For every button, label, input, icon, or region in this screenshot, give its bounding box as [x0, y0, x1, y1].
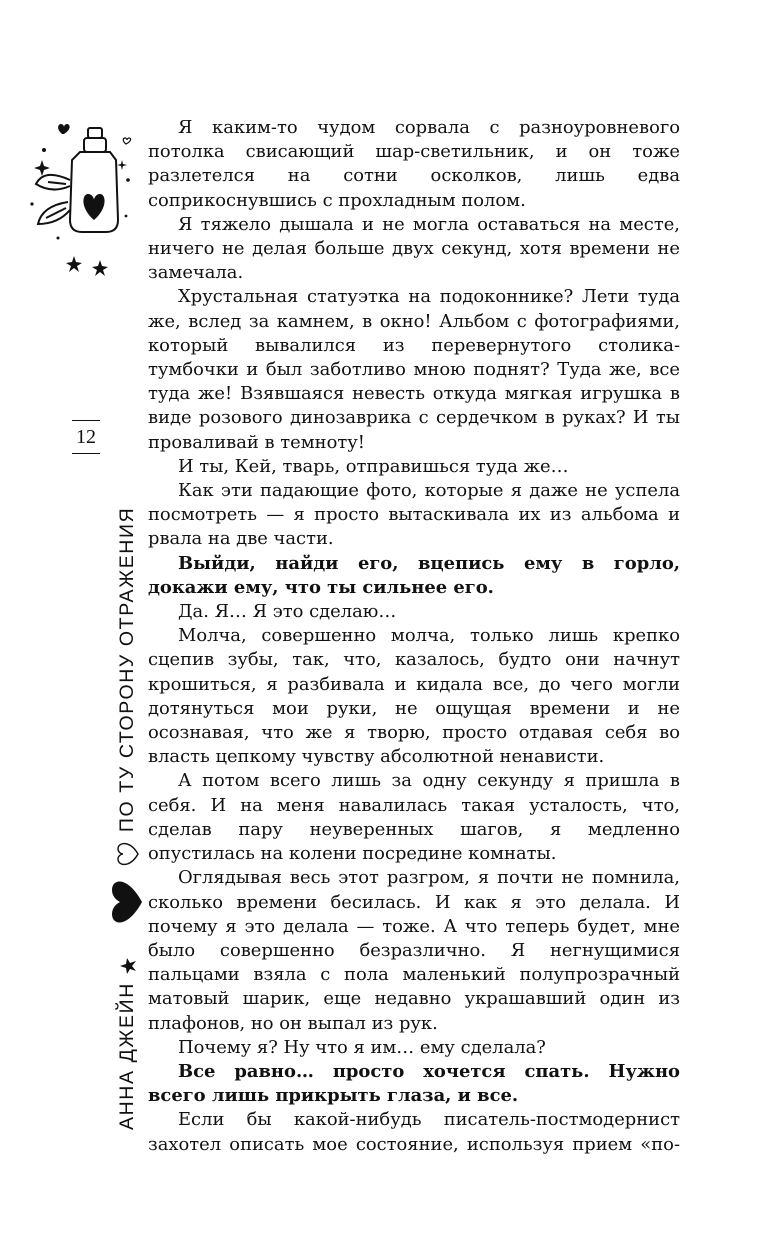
paragraph: А потом всего лишь за одну секунду я пришла в себя. И на меня навалилась такая усталость, что, сделав пару неуверенных шагов, я медленно опустилась на колени посредине комнаты.	[148, 770, 680, 865]
paragraph-bold: Выйди, найди его, вцепись ему в горло, докажи ему, что ты сильнее его.	[148, 552, 680, 598]
book-title: ПО ТУ СТОРОНУ ОТРАЖЕНИЯ	[115, 506, 138, 833]
paragraph: Да. Я… Я это сделаю…	[178, 601, 397, 623]
author-name: АННА ДЖЕЙН	[115, 982, 138, 1130]
paragraph: Я каким-то чудом сорвала с разноуровневого потолка свисающий шар-светильник, и он тоже разлетелся на сотни осколков, лишь едва соприкоснувшись с прохладным полом.	[148, 117, 680, 211]
paragraph: Молча, совершенно молча, только лишь крепко сцепив зубы, так, что, казалось, будто они начнут крошиться, я разбивала и кидала все, до чего могли дотянуться мои руки, не ощущая времени и не осознавая, что же я творю, просто отдавая себя во власть цепкому чувству абсолютной ненависти.	[148, 625, 680, 768]
outline-heart-icon	[110, 832, 144, 872]
paragraph-bold: Все равно… просто хочется спать. Нужно всего лишь прикрыть глаза, и все.	[148, 1060, 680, 1107]
paragraph: Почему я? Ну что я им… ему сделала?	[178, 1036, 546, 1058]
page-number: 12	[72, 420, 100, 454]
perfume-bottle-icon	[22, 120, 140, 280]
paragraph: Если бы какой-нибудь писатель-постмодернист захотел описать мое состояние, используя прием «по-	[148, 1109, 680, 1155]
heart-icon	[110, 872, 144, 932]
paragraph: И ты, Кей, тварь, отправишься туда же…	[178, 455, 569, 477]
paragraph: Оглядывая весь этот разгром, я почти не помнила, сколько времени бесилась. И как я это делала. И почему я это делала — тоже. А что теперь будет, мне было совершенно безразлично. Я негнущимися пальцами взяла с пола маленький полупрозрачный матовый шарик, еще недавно украшавший один из плафонов, но он выпал из рук.	[148, 867, 680, 1034]
star-icon	[110, 932, 144, 982]
body-text	[148, 116, 680, 1157]
paragraph: Хрустальная статуэтка на подоконнике? Лети туда же, вслед за камнем, в окно! Альбом с фотографиями, который вывалился из перевернутого столика-тумбочки и был заботливо мною поднят? Туда же, все туда же! Взявшаяся невесть откуда мягкая игрушка в виде розового динозаврика с сердечком в руках? И ты проваливай в темноту!	[148, 286, 680, 453]
running-header	[110, 506, 144, 1130]
paragraph: Я тяжело дышала и не могла оставаться на месте, ничего не делая больше двух секунд, хотя времени не замечала.	[148, 213, 680, 284]
paragraph: Как эти падающие фото, которые я даже не успела посмотреть — я просто вытаскивала их из альбома и рвала на две части.	[148, 480, 680, 550]
